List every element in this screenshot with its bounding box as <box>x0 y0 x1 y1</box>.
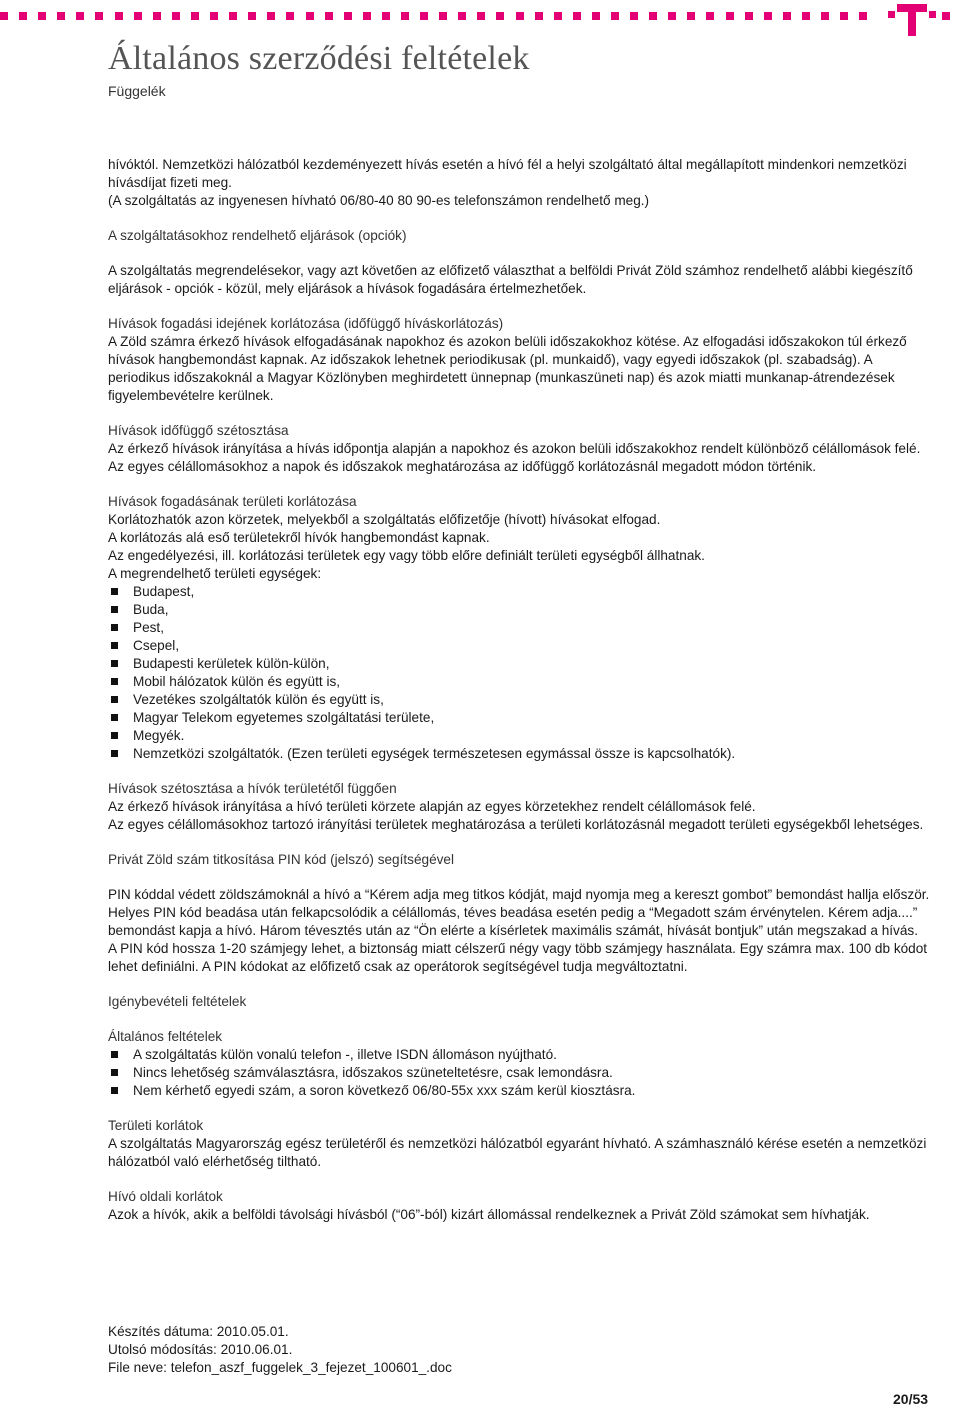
general-terms-list <box>108 1046 934 1100</box>
area-limit-line: Az engedélyezési, ill. korlátozási területek egy vagy több előre definiált területi egységből állhatnak. <box>108 548 705 563</box>
rule-dot <box>573 12 581 20</box>
area-limit-line: Korlátozhatók azon körzetek, melyekből a szolgáltatás előfizetője (hívott) hívásokat elfogad. <box>108 512 661 527</box>
area-units-list <box>108 583 934 763</box>
rule-dot <box>248 12 256 20</box>
created-date: Készítés dátuma: 2010.05.01. <box>108 1324 289 1339</box>
rule-dot <box>229 12 237 20</box>
rule-dot <box>745 12 753 20</box>
rule-dot <box>516 12 524 20</box>
list-item: A szolgáltatás külön vonalú telefon -, illetve ISDN állomáson nyújtható. <box>108 1046 934 1064</box>
list-item: Budapest, <box>108 583 934 601</box>
page-number: 20/53 <box>893 1391 929 1407</box>
area-distribution-heading: Hívások szétosztása a hívók területétől függően <box>108 781 397 796</box>
rule-dot <box>726 12 734 20</box>
rule-dot <box>783 12 791 20</box>
rule-dot <box>859 12 867 20</box>
territorial-paragraph: A szolgáltatás Magyarország egész területéről és nemzetközi hálózatból egyaránt hívható. A számhasználó kérése esetén a nemzetközi hálózatból való elérhetőség tiltható. <box>108 1136 927 1169</box>
rule-dot <box>306 12 314 20</box>
header-bar <box>0 0 960 40</box>
rule-dot <box>687 12 695 20</box>
rule-dot <box>344 12 352 20</box>
rule-dot <box>802 12 810 20</box>
options-heading: A szolgáltatásokhoz rendelhető eljárások (opciók) <box>108 228 407 243</box>
area-limit-heading: Hívások fogadásának területi korlátozása <box>108 494 357 509</box>
caller-heading: Hívó oldali korlátok <box>108 1189 223 1204</box>
document-title: Általános szerződési feltételek <box>108 40 530 77</box>
rule-dot <box>172 12 180 20</box>
rule-dot <box>477 12 485 20</box>
telekom-t-logo-icon <box>888 2 936 36</box>
dotted-rule <box>0 12 880 20</box>
rule-dot <box>592 12 600 20</box>
list-item: Budapesti kerületek külön-külön, <box>108 655 934 673</box>
general-terms-heading: Általános feltételek <box>108 1029 223 1044</box>
list-item: Megyék. <box>108 727 934 745</box>
rule-dot <box>611 12 619 20</box>
rule-dot <box>630 12 638 20</box>
time-limit-heading: Hívások fogadási idejének korlátozása (időfüggő híváskorlátozás) <box>108 316 504 331</box>
rule-dot <box>267 12 275 20</box>
rule-dot <box>210 12 218 20</box>
time-distribution-paragraph: Az érkező hívások irányítása a hívás időpontja alapján a napokhoz és azokon belüli időszakokhoz rendelt különböző célállomások felé. Az egyes célállomásokhoz a napok és időszakok meghatározása az időfüggő korlátozásnál megadott módon történik. <box>108 441 921 474</box>
pin-paragraph: PIN kóddal védett zöldszámoknál a hívó a “Kérem adja meg titkos kódját, majd nyomja meg a kereszt gombot” bemondást hallja először. Helyes PIN kód beadása után felkapcsolódik a célállomás, téves beadása esetén pedig a “Megadott szám érvénytelen. Kérem adja....” bemondást kapja a hívó. Három tévesztés után az “Ön elérte a kísérletek maximális számát, hívását bontjuk” után megszakad a hívás. <box>108 887 930 938</box>
rule-dot <box>401 12 409 20</box>
list-item: Pest, <box>108 619 934 637</box>
rule-dot <box>0 12 8 20</box>
rule-dot <box>38 12 46 20</box>
rule-dot <box>325 12 333 20</box>
rule-dot <box>420 12 428 20</box>
rule-dot <box>649 12 657 20</box>
list-item: Mobil hálózatok külön és együtt is, <box>108 673 934 691</box>
time-limit-paragraph: A Zöld számra érkező hívások elfogadásának napokhoz és azokon belüli időszakokhoz kötése. Az elfogadási időszakokon túl érkező hívások hangbemondást kapnak. Az időszakok lehetnek periodikusak (pl. munkaidő), vagy egyedi időszakok (pl. szabadság). A periodikus időszakoknál a Magyar Közlönyben meghirdetett ünnepnap (munkaszüneti nap) és azok miatti munkanap-átrendezések figyelembevételre kerülnek. <box>108 334 907 403</box>
modified-date: Utolsó módosítás: 2010.06.01. <box>108 1342 293 1357</box>
rule-dot <box>95 12 103 20</box>
document-footer <box>108 1323 452 1377</box>
rule-dot <box>153 12 161 20</box>
rule-dot <box>706 12 714 20</box>
rule-dot <box>458 12 466 20</box>
list-item: Vezetékes szolgáltatók külön és együtt is, <box>108 691 934 709</box>
rule-dot <box>134 12 142 20</box>
list-item: Nemzetközi szolgáltatók. (Ezen területi egységek természetesen egymással össze is kapcsolhatók). <box>108 745 934 763</box>
rule-dot <box>554 12 562 20</box>
document-body <box>108 156 934 1224</box>
time-distribution-heading: Hívások időfüggő szétosztása <box>108 423 289 438</box>
area-limit-line: A korlátozás alá eső területekről hívók hangbemondást kapnak. <box>108 530 490 545</box>
rule-dot <box>115 12 123 20</box>
rule-dot <box>382 12 390 20</box>
dotted-rule-end <box>942 12 950 20</box>
document-subtitle: Függelék <box>108 83 166 99</box>
list-item: Magyar Telekom egyetemes szolgáltatási területe, <box>108 709 934 727</box>
area-distribution-line: Az érkező hívások irányítása a hívó területi körzete alapján az egyes körzetekhez rendelt célállomások felé. <box>108 799 756 814</box>
options-paragraph: A szolgáltatás megrendelésekor, vagy azt követően az előfizető választhat a belföldi Privát Zöld számhoz rendelhető alábbi kiegészítő eljárások - opciók - közül, mely eljárások a hívások fogadására értelmezhetőek. <box>108 263 913 296</box>
caller-paragraph: Azok a hívók, akik a belföldi távolsági hívásból (“06”-ból) kizárt állomással rendelkeznek a Privát Zöld számokat sem hívhatják. <box>108 1207 870 1222</box>
rule-dot <box>439 12 447 20</box>
rule-dot <box>668 12 676 20</box>
list-item: Nem kérhető egyedi szám, a soron következő 06/80-55x xxx szám kerül kiosztásra. <box>108 1082 934 1100</box>
list-item: Csepel, <box>108 637 934 655</box>
rule-dot <box>764 12 772 20</box>
rule-dot <box>19 12 27 20</box>
rule-dot <box>191 12 199 20</box>
rule-dot <box>496 12 504 20</box>
rule-dot <box>535 12 543 20</box>
intro-order-line: (A szolgáltatás az ingyenesen hívható 06/80-40 80 90-es telefonszámon rendelhető meg.) <box>108 193 650 208</box>
rule-dot <box>363 12 371 20</box>
terms-heading: Igénybevételi feltételek <box>108 994 247 1009</box>
pin-paragraph: A PIN kód hossza 1-20 számjegy lehet, a biztonság miatt célszerű négy vagy több számjegy használata. Egy számra max. 100 db kódot lehet definiálni. A PIN kódokat az előfizető csak az operátorok segítségével tudja megváltoztatni. <box>108 941 928 974</box>
area-distribution-line: Az egyes célállomásokhoz tartozó irányítási területek meghatározása a területi korlátozásnál megadott területi egységekből lehetséges. <box>108 817 924 832</box>
list-item: Nincs lehetőség számválasztásra, időszakos szüneteltetésre, csak lemondásra. <box>108 1064 934 1082</box>
rule-dot <box>57 12 65 20</box>
rule-dot <box>821 12 829 20</box>
intro-paragraph: hívóktól. Nemzetközi hálózatból kezdeményezett hívás esetén a hívó fél a helyi szolgáltató által megállapított mindenkori nemzetközi hívásdíjat fizeti meg. <box>108 157 907 190</box>
list-item: Buda, <box>108 601 934 619</box>
rule-dot <box>76 12 84 20</box>
pin-heading: Privát Zöld szám titkosítása PIN kód (jelszó) segítségével <box>108 852 455 867</box>
rule-dot <box>840 12 848 20</box>
file-name: File neve: telefon_aszf_fuggelek_3_fejezet_100601_.doc <box>108 1360 452 1375</box>
rule-dot <box>286 12 294 20</box>
area-limit-line: A megrendelhető területi egységek: <box>108 566 322 581</box>
territorial-heading: Területi korlátok <box>108 1118 204 1133</box>
